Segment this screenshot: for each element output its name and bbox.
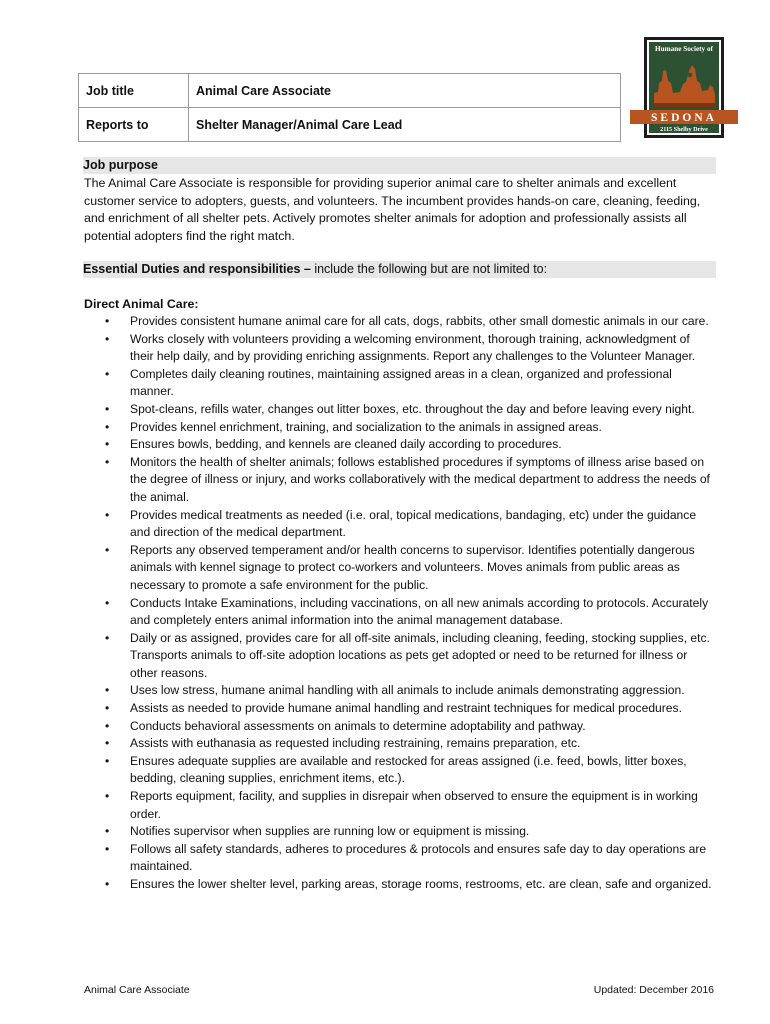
bullet-icon: • bbox=[105, 877, 110, 891]
logo-org-name: Humane Society of bbox=[655, 45, 713, 53]
bullet-icon: • bbox=[105, 419, 110, 434]
duties-heading-rest: include the following but are not limited to: bbox=[310, 262, 548, 276]
reports-to-row bbox=[79, 108, 621, 142]
list-item: • Follows all safety standards, adheres to procedures & protocols and ensures safe day to day operations are maintained. bbox=[105, 841, 707, 874]
job-title-value: Animal Care Associate bbox=[189, 74, 621, 108]
footer-document-title: Animal Care Associate bbox=[84, 984, 190, 996]
job-title-label: Job title bbox=[79, 74, 189, 108]
bullet-icon: • bbox=[105, 454, 110, 469]
list-item: • Ensures bowls, bedding, and kennels are cleaned daily according to procedures. bbox=[100, 436, 715, 454]
duties-list bbox=[100, 313, 715, 894]
list-item: • Daily or as assigned, provides care for all off-site animals, including cleaning, feeding, stocking supplies, etc. Transports animals to off-site adoption locations as pets get adopted or need to be returned for illness or other reasons. bbox=[105, 630, 710, 680]
list-item: • Spot-cleans, refills water, changes out litter boxes, etc. throughout the day and before leaving every night. bbox=[100, 401, 715, 419]
list-item: • Provides consistent humane animal care for all cats, dogs, rabbits, other small domestic animals in our care. bbox=[100, 313, 715, 331]
job-info-table bbox=[78, 73, 621, 142]
duties-heading-bold: Essential Duties and responsibilities – bbox=[83, 262, 311, 276]
bullet-icon: • bbox=[105, 331, 110, 346]
list-item: • Ensures the lower shelter level, parking areas, storage rooms, restrooms, etc. are clean, safe and organized. bbox=[100, 876, 715, 894]
bullet-icon: • bbox=[105, 507, 110, 522]
footer-updated-date: Updated: December 2016 bbox=[593, 984, 714, 996]
job-purpose-heading: Job purpose bbox=[83, 157, 716, 174]
bullet-icon: • bbox=[105, 437, 110, 452]
job-title-row bbox=[79, 74, 621, 108]
list-item: • Provides kennel enrichment, training, and socialization to the animals in assigned areas. bbox=[100, 419, 715, 437]
bullet-icon: • bbox=[105, 366, 110, 381]
humane-society-sedona-logo bbox=[630, 37, 738, 138]
list-item: • Reports equipment, facility, and supplies in disrepair when observed to ensure the equipment is in working order. bbox=[105, 789, 698, 821]
logo-city: SEDONA bbox=[651, 112, 717, 124]
logo-address: 2115 Shelby Drive bbox=[660, 126, 708, 133]
bullet-icon: • bbox=[105, 683, 110, 698]
bullet-icon: • bbox=[105, 824, 110, 839]
bullet-icon: • bbox=[105, 314, 110, 328]
bullet-icon: • bbox=[105, 718, 110, 733]
duties-heading bbox=[83, 261, 716, 278]
list-item: • Provides medical treatments as needed (i.e. oral, topical medications, bandaging, etc) under the guidance and direction of the medical department. bbox=[105, 507, 697, 540]
bullet-icon: • bbox=[105, 595, 110, 610]
list-item: • Reports any observed temperament and/or health concerns to supervisor. Identifies potentially dangerous animals with kennel signage to protect co-workers and volunteers. Moves animals from public areas as necessary to promote a safe environment for the public. bbox=[105, 542, 695, 592]
job-purpose-text: The Animal Care Associate is responsible for providing superior animal care to shelter animals and excellent customer service to adopters, guests, and volunteers. The incumbent provides hands-on care, cleaning, feeding, and enrichment of all shelter pets. Actively promotes shelter animals for adoption and professionally assists all potential adopters find the right match. bbox=[84, 176, 701, 243]
list-item: • Uses low stress, humane animal handling with all animals to include animals demonstrating aggression. bbox=[100, 682, 715, 700]
list-item: • Conducts behavioral assessments on animals to determine adoptability and pathway. bbox=[100, 718, 715, 736]
reports-to-label: Reports to bbox=[79, 108, 189, 142]
bullet-icon: • bbox=[105, 701, 110, 716]
list-item: • Works closely with volunteers providing a welcoming environment, thorough training, acknowledgment of their help daily, and by providing enriching assignments. Report any challenges to the Volunteer Manager. bbox=[105, 331, 696, 364]
list-item: • Ensures adequate supplies are available and restocked for areas assigned (i.e. feed, bowls, litter boxes, bedding, cleaning supplies, enrichment items, etc.). bbox=[105, 753, 687, 786]
bullet-icon: • bbox=[105, 753, 110, 768]
bullet-icon: • bbox=[105, 401, 110, 416]
list-item: • Conducts Intake Examinations, including vaccinations, on all new animals according to protocols. Accurately and completely enters animal information into the animal management database. bbox=[105, 595, 709, 628]
direct-animal-care-heading: Direct Animal Care: bbox=[84, 297, 199, 311]
list-item: • Completes daily cleaning routines, maintaining assigned areas in a clean, organized and professional manner. bbox=[105, 366, 672, 399]
bullet-icon: • bbox=[105, 789, 110, 804]
reports-to-value: Shelter Manager/Animal Care Lead bbox=[189, 108, 621, 142]
list-item: • Notifies supervisor when supplies are running low or equipment is missing. bbox=[100, 823, 715, 841]
bullet-icon: • bbox=[105, 841, 110, 856]
bullet-icon: • bbox=[105, 542, 110, 557]
bullet-icon: • bbox=[105, 736, 110, 751]
bullet-icon: • bbox=[105, 630, 110, 645]
list-item: • Assists as needed to provide humane animal handling and restraint techniques for medical procedures. bbox=[100, 700, 715, 718]
list-item: • Assists with euthanasia as requested including restraining, remains preparation, etc. bbox=[100, 735, 715, 753]
list-item: • Monitors the health of shelter animals; follows established procedures if symptoms of illness arise based on the degree of illness or injury, and works collaboratively with the medical department to address the needs of the animal. bbox=[105, 454, 710, 504]
